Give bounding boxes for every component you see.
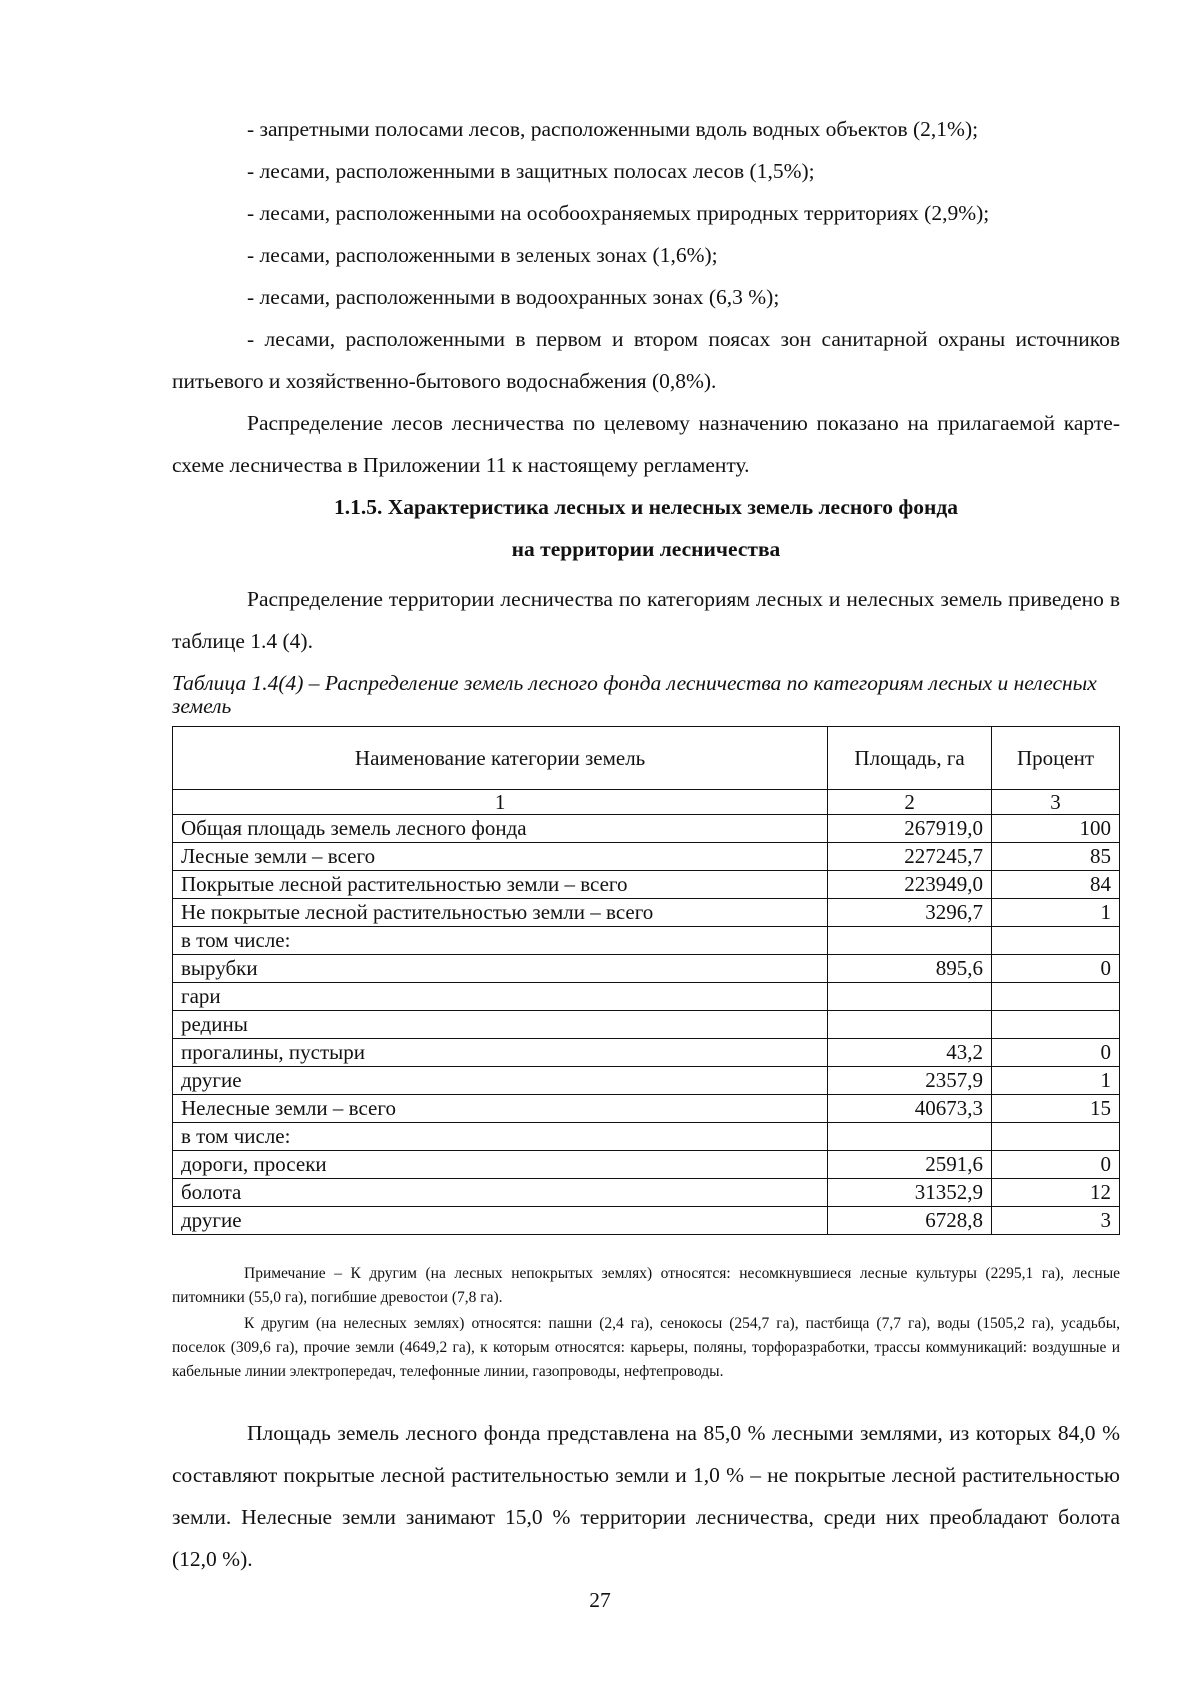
category-cell: Покрытые лесной растительностью земли – всего <box>173 871 828 899</box>
table-row <box>173 983 1120 1011</box>
category-cell: вырубки <box>173 955 828 983</box>
column-number: 2 <box>828 790 992 815</box>
header-category: Наименование категории земель <box>173 727 828 790</box>
category-cell: Лесные земли – всего <box>173 843 828 871</box>
percent-cell <box>992 927 1120 955</box>
paragraph-distribution: Распределение лесов лесничества по целевому назначению показано на прилагаемой карте-схеме лесничества в Приложении 11 к настоящему регламенту. <box>172 411 1120 477</box>
area-cell <box>828 983 992 1011</box>
category-cell: в том числе: <box>173 1123 828 1151</box>
area-cell: 6728,8 <box>828 1207 992 1235</box>
area-cell: 40673,3 <box>828 1095 992 1123</box>
area-cell: 227245,7 <box>828 843 992 871</box>
area-cell: 2591,6 <box>828 1151 992 1179</box>
column-number: 1 <box>173 790 828 815</box>
table-row <box>173 843 1120 871</box>
percent-cell: 12 <box>992 1179 1120 1207</box>
section-heading-line2: на территории лесничества <box>511 537 781 561</box>
area-cell: 3296,7 <box>828 899 992 927</box>
area-cell: 223949,0 <box>828 871 992 899</box>
percent-cell <box>992 1011 1120 1039</box>
table-row <box>173 1095 1120 1123</box>
table-row <box>173 899 1120 927</box>
header-percent: Процент <box>992 727 1120 790</box>
bullet-3: - лесами, расположенными на особоохраняемых природных территориях (2,9%); <box>247 201 990 225</box>
bullet-4: - лесами, расположенными в зеленых зонах (1,6%); <box>247 243 718 267</box>
table-note-1: Примечание – К другим (на лесных непокрытых землях) относятся: несомкнувшиеся лесные культуры (2295,1 га), лесные питомники (55,0 га), погибшие древостои (7,8 га). <box>172 1265 1120 1306</box>
bullet-2: - лесами, расположенными в защитных полосах лесов (1,5%); <box>247 159 815 183</box>
land-categories-table <box>172 726 1120 1235</box>
column-number-row <box>173 790 1120 815</box>
percent-cell: 84 <box>992 871 1120 899</box>
bullet-5: - лесами, расположенными в водоохранных зонах (6,3 %); <box>247 285 780 309</box>
column-number: 3 <box>992 790 1120 815</box>
table-row <box>173 1179 1120 1207</box>
area-cell: 31352,9 <box>828 1179 992 1207</box>
area-cell <box>828 927 992 955</box>
category-cell: другие <box>173 1067 828 1095</box>
category-cell: Нелесные земли – всего <box>173 1095 828 1123</box>
percent-cell: 1 <box>992 899 1120 927</box>
section-heading-line1: 1.1.5. Характеристика лесных и нелесных земель лесного фонда <box>333 495 959 519</box>
percent-cell: 100 <box>992 815 1120 843</box>
area-cell <box>828 1011 992 1039</box>
area-cell: 2357,9 <box>828 1067 992 1095</box>
bullet-1: - запретными полосами лесов, расположенными вдоль водных объектов (2,1%); <box>247 117 979 141</box>
table-row <box>173 955 1120 983</box>
percent-cell: 1 <box>992 1067 1120 1095</box>
category-cell: болота <box>173 1179 828 1207</box>
category-cell: Не покрытые лесной растительностью земли – всего <box>173 899 828 927</box>
category-cell: редины <box>173 1011 828 1039</box>
table-row <box>173 815 1120 843</box>
category-cell: прогалины, пустыри <box>173 1039 828 1067</box>
paragraph-table-intro: Распределение территории лесничества по категориям лесных и нелесных земель приведено в таблице 1.4 (4). <box>172 587 1120 653</box>
percent-cell: 0 <box>992 1039 1120 1067</box>
category-cell: в том числе: <box>173 927 828 955</box>
table-caption: Таблица 1.4(4) – Распределение земель лесного фонда лесничества по категориям лесных и нелесных земель <box>172 671 1097 718</box>
table-row <box>173 1151 1120 1179</box>
area-cell <box>828 1123 992 1151</box>
area-cell: 43,2 <box>828 1039 992 1067</box>
category-cell: гари <box>173 983 828 1011</box>
table-row <box>173 1067 1120 1095</box>
table-header-row <box>173 727 1120 790</box>
table-row <box>173 927 1120 955</box>
table-row <box>173 1123 1120 1151</box>
category-cell: дороги, просеки <box>173 1151 828 1179</box>
percent-cell: 85 <box>992 843 1120 871</box>
category-cell: другие <box>173 1207 828 1235</box>
table-row <box>173 871 1120 899</box>
percent-cell <box>992 983 1120 1011</box>
bullet-6: - лесами, расположенными в первом и втором поясах зон санитарной охраны источников питьевого и хозяйственно-бытового водоснабжения (0,8%). <box>172 327 1120 393</box>
area-cell: 267919,0 <box>828 815 992 843</box>
page-number: 27 <box>589 1588 611 1612</box>
percent-cell: 0 <box>992 955 1120 983</box>
table-row <box>173 1207 1120 1235</box>
paragraph-summary: Площадь земель лесного фонда представлена на 85,0 % лесными землями, из которых 84,0 % составляют покрытые лесной растительностью земли и 1,0 % – не покрытые лесной растительностью земли. Нелесные земли занимают 15,0 % территории лесничества, среди них преобладают болота (12,0 %). <box>172 1421 1120 1571</box>
area-cell: 895,6 <box>828 955 992 983</box>
percent-cell: 3 <box>992 1207 1120 1235</box>
table-row <box>173 1039 1120 1067</box>
table-note-2: К другим (на нелесных землях) относятся: пашни (2,4 га), сенокосы (254,7 га), пастбища (7,7 га), воды (1505,2 га), усадьбы, поселок (309,6 га), прочие земли (4649,2 га), к которым относятся: карьеры, поляны, торфоразработки, трассы коммуникаций: воздушные и кабельные линии электропередач, телефонные линии, газопроводы, нефтепроводы. <box>172 1315 1120 1380</box>
header-area: Площадь, га <box>828 727 992 790</box>
percent-cell <box>992 1123 1120 1151</box>
category-cell: Общая площадь земель лесного фонда <box>173 815 828 843</box>
percent-cell: 15 <box>992 1095 1120 1123</box>
table-row <box>173 1011 1120 1039</box>
percent-cell: 0 <box>992 1151 1120 1179</box>
